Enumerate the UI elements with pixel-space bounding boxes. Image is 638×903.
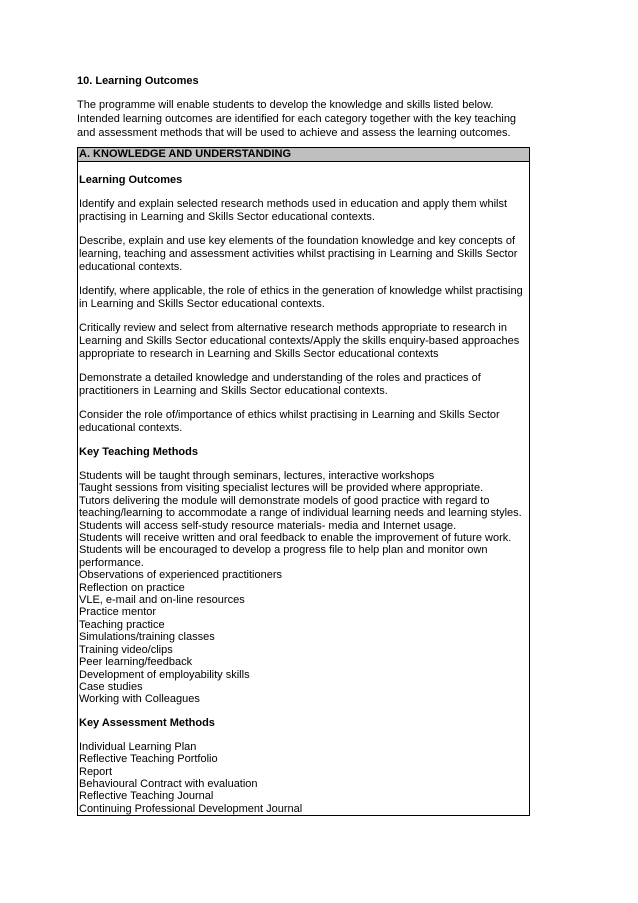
box-header: A. KNOWLEDGE AND UNDERSTANDING <box>78 148 529 162</box>
list-item: Report <box>79 765 113 778</box>
box-body <box>78 162 529 815</box>
section-title: 10. Learning Outcomes <box>77 75 199 87</box>
list-item: Tutors delivering the module will demonstrate models of good practice with regard to <box>79 494 490 507</box>
assessment-methods-heading: Key Assessment Methods <box>79 716 215 729</box>
list-item: Students will be taught through seminars, lectures, interactive workshops <box>79 470 435 482</box>
list-item: Reflection on practice <box>79 581 185 594</box>
list-item: Students will receive written and oral feedback to enable the improvement of future work. <box>79 532 512 545</box>
list-item: Case studies <box>79 680 143 693</box>
list-item: Simulations/training classes <box>79 631 215 644</box>
assessment-methods-list <box>79 741 529 815</box>
list-item: Individual Learning Plan <box>79 740 197 753</box>
list-item: Continuing Professional Development Journal <box>79 802 303 815</box>
teaching-methods-heading: Key Teaching Methods <box>79 446 198 458</box>
list-item: Students will access self-study resource materials- media and Internet usage. <box>79 519 457 532</box>
list-item: Training video/clips <box>79 643 173 656</box>
learning-outcome-5: Demonstrate a detailed knowledge and understanding of the roles and practices of practitioners in Learning and Skills Sector educational contexts. <box>79 372 481 397</box>
list-item: Reflective Teaching Portfolio <box>79 753 218 766</box>
list-item: Taught sessions from visiting specialist lectures will be provided where appropriate. <box>79 482 484 495</box>
list-item: Practice mentor <box>79 606 157 619</box>
learning-outcome-3: Identify, where applicable, the role of ethics in the generation of knowledge whilst practising in Learning and Skills Sector educational contexts. <box>79 285 523 310</box>
knowledge-understanding-box <box>77 147 530 816</box>
list-item: teaching/learning to accommodate a range of individual learning needs and learning styles. <box>79 507 522 520</box>
list-item: Observations of experienced practitioners <box>79 569 282 582</box>
list-item: Students will be encouraged to develop a progress file to help plan and monitor own <box>79 544 488 557</box>
intro-paragraph: The programme will enable students to develop the knowledge and skills listed below. Intended learning outcomes are identified for each category together with the key teaching and assessment methods that will be used to achieve and assess the learning outcomes. <box>77 99 517 139</box>
learning-outcome-2: Describe, explain and use key elements of the foundation knowledge and key concepts of learning, teaching and assessment activities whilst practising in Learning and Skills Sector educational contexts. <box>79 235 518 273</box>
list-item: VLE, e-mail and on-line resources <box>79 594 245 607</box>
list-item: performance. <box>79 556 144 569</box>
learning-outcome-6: Consider the role of/importance of ethics whilst practising in Learning and Skills Sector educational contexts. <box>79 409 500 434</box>
teaching-methods-list <box>79 470 529 706</box>
list-item: Behavioural Contract with evaluation <box>79 777 258 790</box>
learning-outcome-1: Identify and explain selected research methods used in education and apply them whilst practising in Learning and Skills Sector educational contexts. <box>79 198 508 223</box>
list-item: Development of employability skills <box>79 668 250 681</box>
list-item: Teaching practice <box>79 618 165 631</box>
learning-outcome-4: Critically review and select from alternative research methods appropriate to research in Learning and Skills Sector educational contexts/Apply the skills enquiry-based approaches appropriate to research in Learning and Skills Sector educational contexts <box>79 322 520 360</box>
list-item: Peer learning/feedback <box>79 656 193 669</box>
list-item: Working with Colleagues <box>79 693 200 706</box>
list-item: Reflective Teaching Journal <box>79 790 214 803</box>
learning-outcomes-heading: Learning Outcomes <box>79 174 183 186</box>
document-page <box>77 75 530 816</box>
